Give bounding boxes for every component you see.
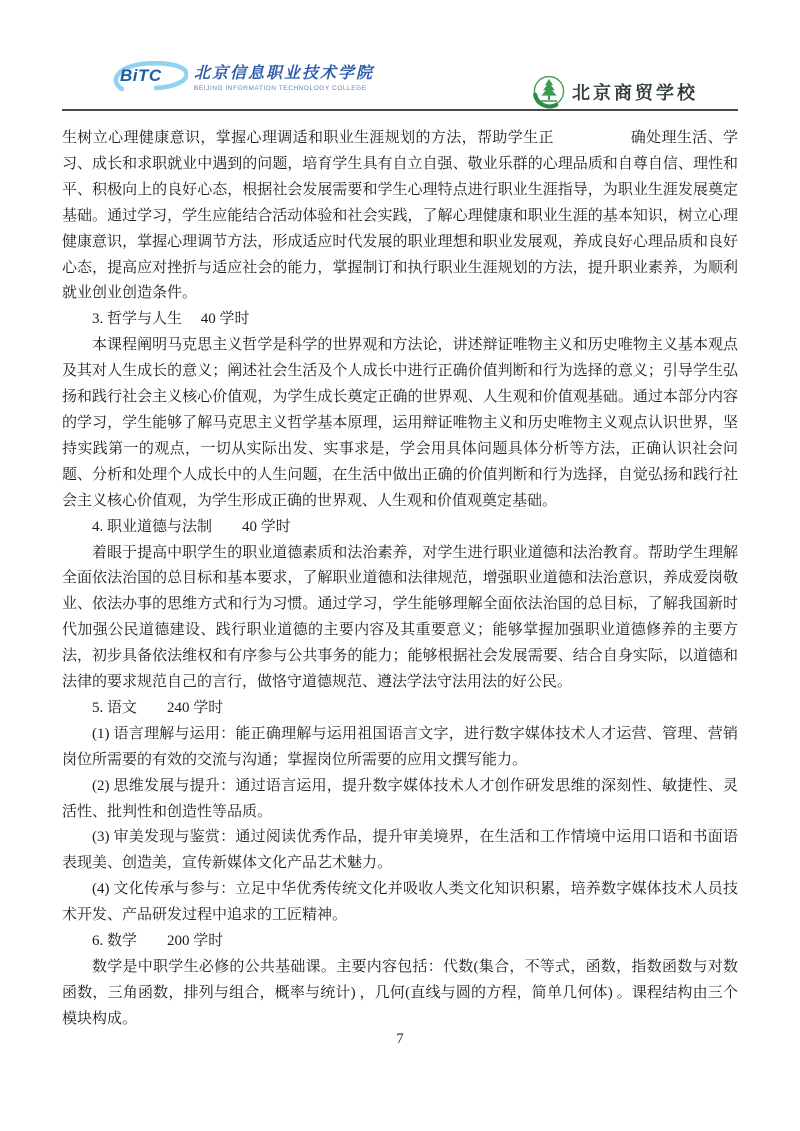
paragraph: (1) 语言理解与运用：能正确理解与运用祖国语言文字，进行数字媒体技术人才运营、管理、营销岗位所需要的有效的交流与沟通；掌握岗位所需要的应用文撰写能力。 [62, 725, 738, 768]
header-divider [62, 109, 738, 111]
course-heading: 6. 数学 200 学时 [92, 933, 224, 950]
paragraph: (2) 思维发展与提升：通过语言运用，提升数字媒体技术人才创作研发思维的深刻性、敏捷性、灵活性、批判性和创造性等品质。 [62, 777, 738, 820]
bitc-logo-mark [110, 60, 188, 94]
page-header [62, 54, 738, 110]
bitc-logo [110, 60, 374, 94]
paragraph: 着眼于提高中职学生的职业道德素质和法治素养，对学生进行职业道德和法治教育。帮助学生理解全面依法治国的总目标和基本要求，了解职业道德和法律规范，增强职业道德和法治意识，养成爱岗敬业、依法办事的思维方式和行为习惯。通过学习，学生能够理解全面依法治国的总目标，了解我国新时代加强公民道德建设、践行职业道德的主要内容及其重要意义；能够掌握加强职业道德修养的主要方法，初步具备依法维权和有序参与公共事务的能力；能够根据社会发展需要、结合自身实际，以道德和法律的要求规范自己的言行，做恪守道德规范、遵法学法守法用法的好公民。 [62, 544, 738, 691]
bitc-college-name-en: BEIJING INFORMATION TECHNOLOGY COLLEGE [194, 85, 367, 92]
bitc-names [194, 60, 374, 92]
school-logo [531, 74, 698, 110]
course-heading: 4. 职业道德与法制 40 学时 [92, 518, 291, 535]
paragraph: 本课程阐明马克思主义哲学是科学的世界观和方法论，讲述辩证唯物主义和历史唯物主义基本观点及其对人生成长的意义；阐述社会生活及个人成长中进行正确价值判断和行为选择的意义；引导学生弘扬和践行社会主义核心价值观，为学生成长奠定正确的世界观、人生观和价值观基础。通过本部分内容的学习，学生能够了解马克思主义哲学基本原理，运用辩证唯物主义和历史唯物主义观点认识世界，坚持实践第一的观点，一切从实际出发、实事求是，学会用具体问题具体分析等方法，正确认识社会问题、分析和处理个人成长中的人生问题，在生活中做出正确的价值判断和行为选择，自觉弘扬和践行社会主义核心价值观，为学生形成正确的世界观、人生观和价值观奠定基础。 [62, 337, 738, 509]
course-heading: 5. 语文 240 学时 [92, 699, 224, 716]
school-name: 北京商贸学校 [572, 83, 698, 103]
bitc-college-name-cn: 北京信息职业技术学院 [194, 65, 375, 82]
paragraph: 数学是中职学生必修的公共基础课。主要内容包括：代数(集合，不等式，函数，指数函数与对数函数，三角函数，排列与组合，概率与统计) ，几何(直线与圆的方程，简单几何体) 。课程结构由三个模块构成。 [62, 959, 738, 1027]
paragraph: (3) 审美发现与鉴赏：通过阅读优秀作品，提升审美境界，在生活和工作情境中运用口语和书面语表现美、创造美，宣传新媒体文化产品艺术魅力。 [62, 829, 738, 872]
page-number: 7 [396, 1031, 404, 1047]
bitc-acronym: BiTC [120, 66, 162, 85]
page-footer [0, 1030, 800, 1048]
pine-tree-emblem-icon [531, 74, 567, 110]
paragraph: (4) 文化传承与参与：立足中华优秀传统文化并吸收人类文化知识积累，培养数字媒体技术人员技术开发、产品研发过程中追求的工匠精神。 [62, 881, 738, 924]
paragraph: 生树立心理健康意识，掌握心理调适和职业生涯规划的方法，帮助学生正 确处理生活、学习、成长和求职就业中遇到的问题，培育学生具有自立自强、敬业乐群的心理品质和自尊自信、理性和平、积极向上的良好心态，根据社会发展需要和学生心理特点进行职业生涯指导，为职业生涯发展奠定基础。通过学习，学生应能结合活动体验和社会实践，了解心理健康和职业生涯的基本知识，树立心理健康意识，掌握心理调节方法，形成适应时代发展的职业理想和职业发展观，养成良好心理品质和良好心态，提高应对挫折与适应社会的能力，掌握制订和执行职业生涯规划的方法，提升职业素养，为顺利就业创业创造条件。 [62, 130, 738, 302]
course-heading: 3. 哲学与人生 40 学时 [92, 311, 250, 328]
document-content [62, 126, 738, 1033]
